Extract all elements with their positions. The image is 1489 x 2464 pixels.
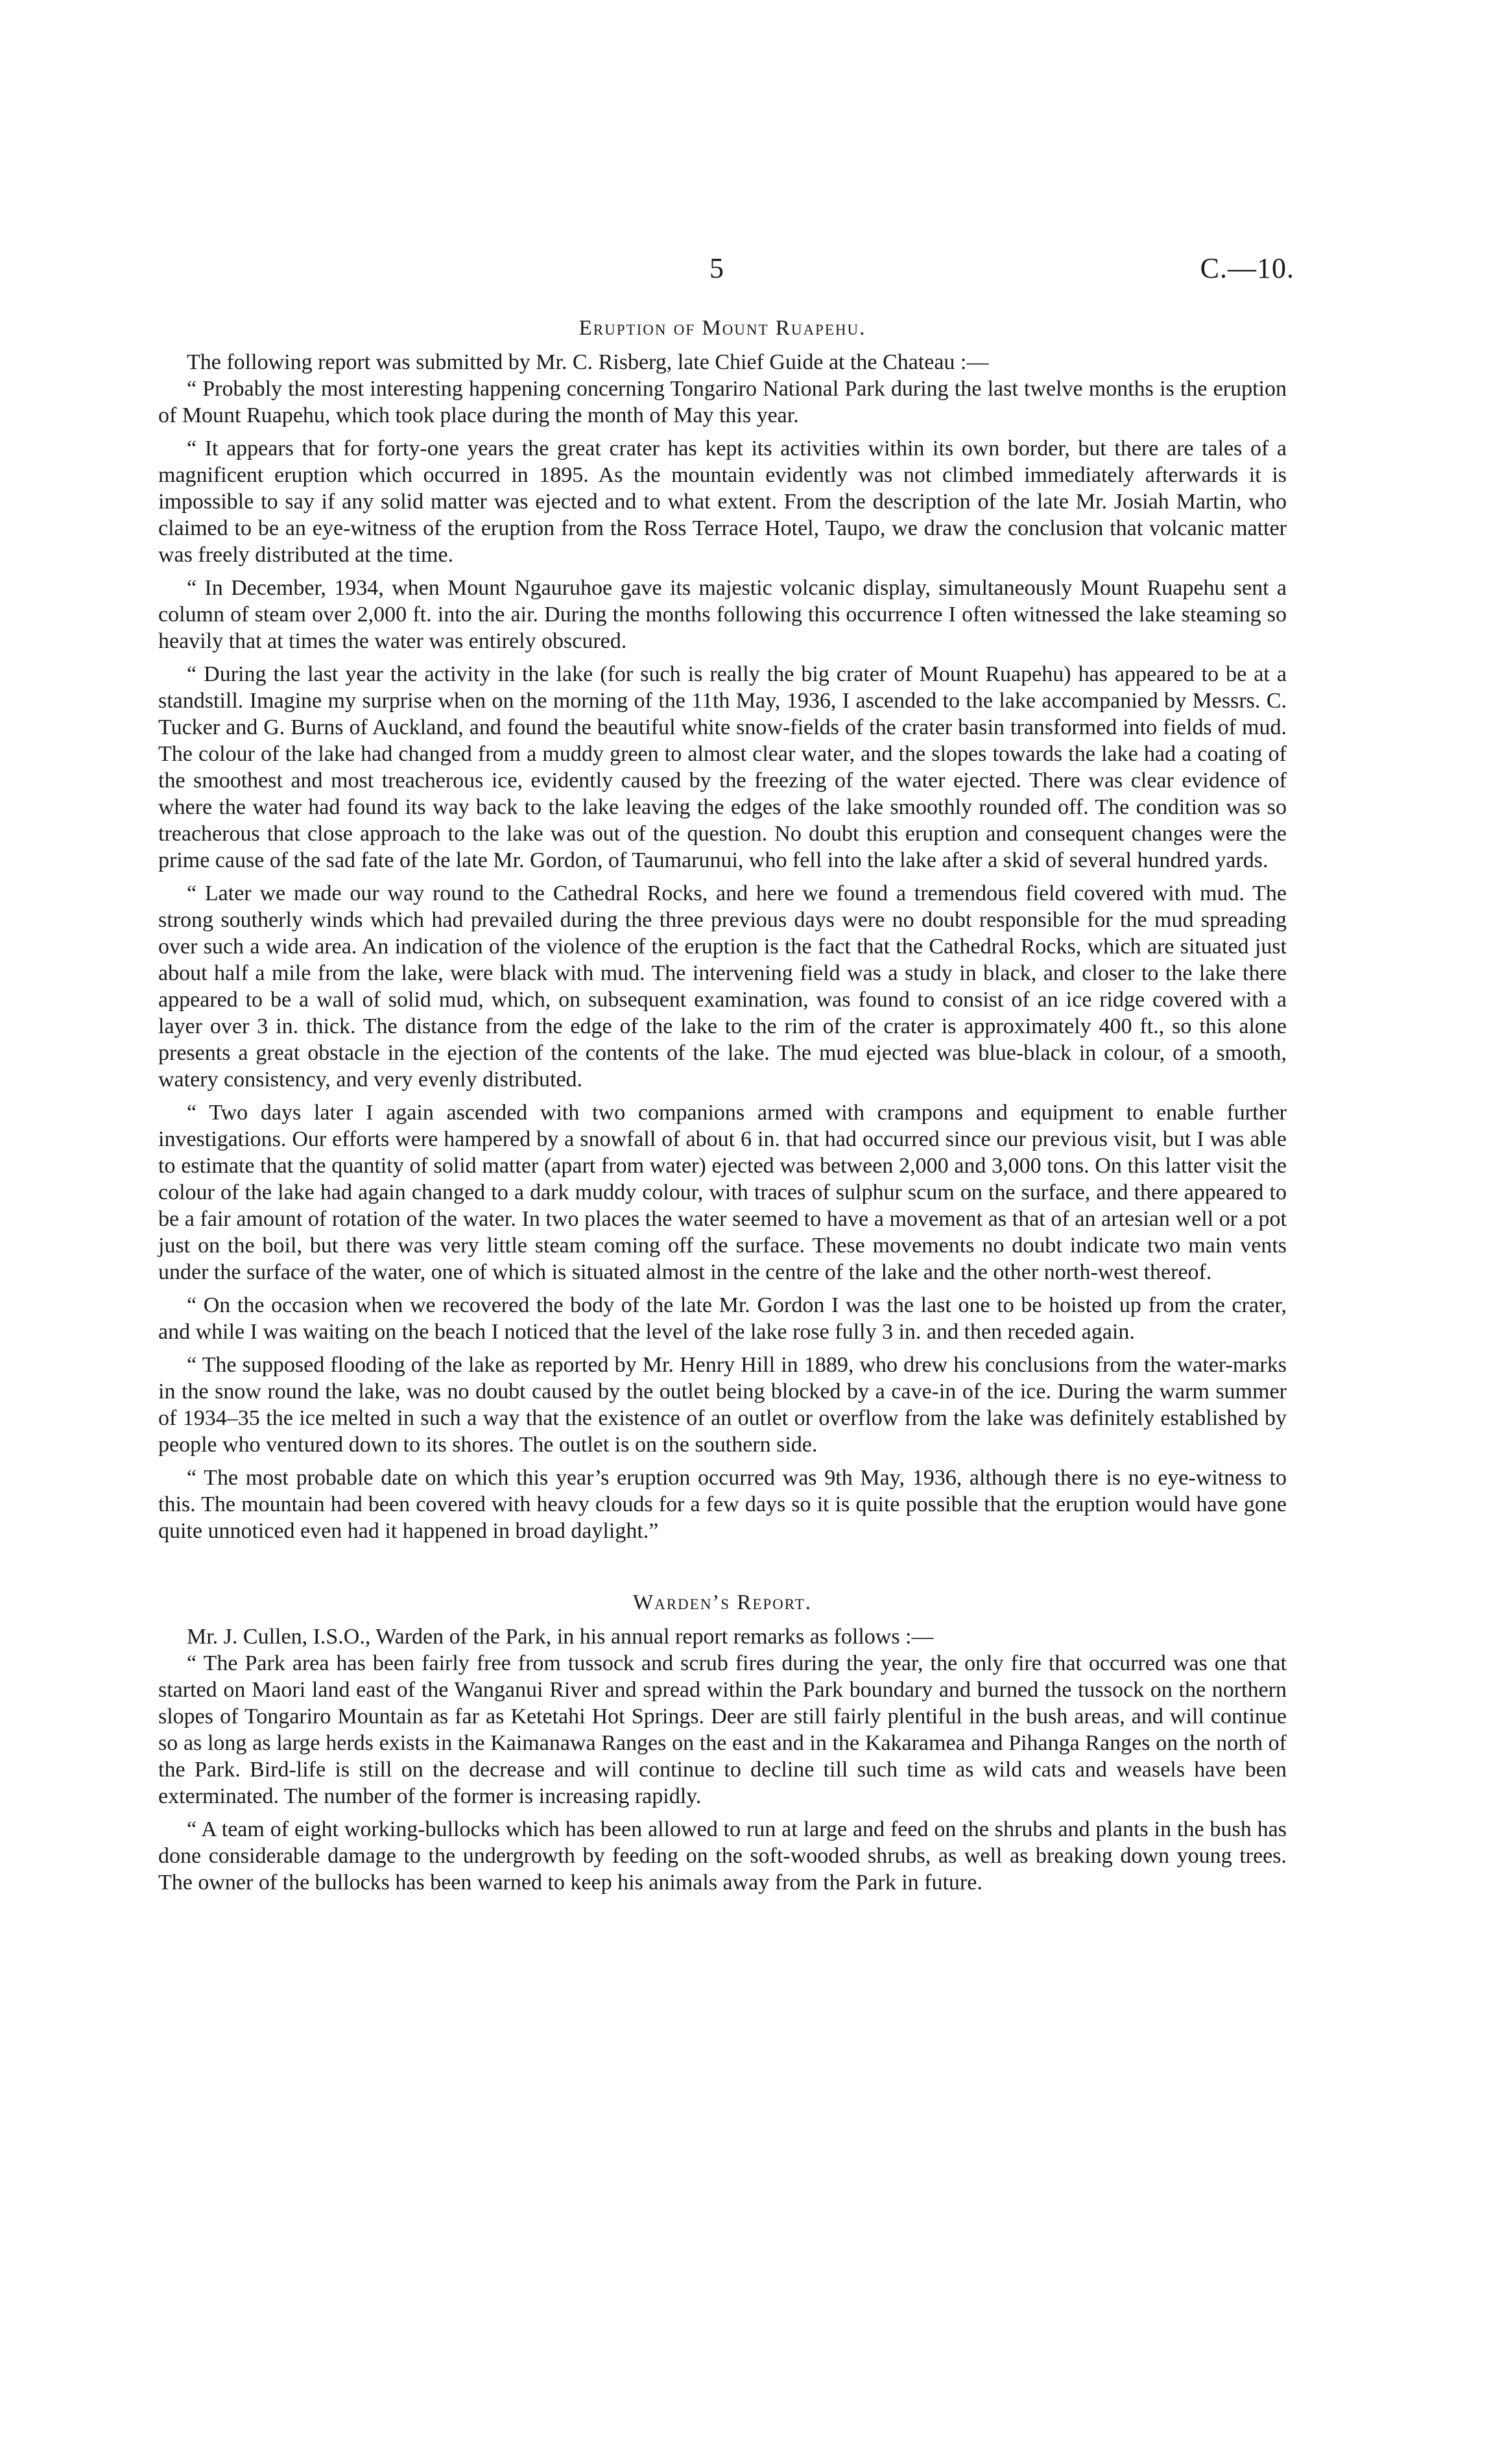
paragraph: “ On the occasion when we recovered the body of the late Mr. Gordon I was the last one to be hoisted up from the crater, and while I was waiting on the beach I noticed that the level of the lake rose fully 3 in. and then receded again. xyxy=(158,1293,1287,1344)
paragraph: “ During the last year the activity in the lake (for such is really the big crater of Mount Ruapehu) has appeared to be at a standstill. Imagine my surprise when on the morning of the 11th May, 1936, I ascended to the lake accompanied by Messrs. C. Tucker and G. Burns of Auckland, and found the beautiful white snow-fields of the crater basin transformed into fields of mud. The colour of the lake had changed from a muddy green to almost clear water, and the slopes towards the lake had a coating of the smoothest and most treacherous ice, evidently caused by the freezing of the water ejected. There was clear evidence of where the water had found its way back to the lake leaving the edges of the lake smoothly rounded off. The condition was so treacherous that close approach to the lake was out of the question. No doubt this eruption and consequent changes were the prime cause of the sad fate of the late Mr. Gordon, of Taumarunui, who fell into the lake after a skid of several hundred yards. xyxy=(158,662,1287,872)
section-eruption xyxy=(158,315,1287,1544)
paragraph: The following report was submitted by Mr. C. Risberg, late Chief Guide at the Chateau :— xyxy=(187,350,989,374)
paragraph: “ Later we made our way round to the Cathedral Rocks, and here we found a tremendous field covered with mud. The strong southerly winds which had prevailed during the three previous days were no doubt responsible for the mud spreading over such a wide area. An indication of the violence of the eruption is the fact that the Cathedral Rocks, which are situated just about half a mile from the lake, were black with mud. The intervening field was a study in black, and closer to the lake there appeared to be a wall of solid mud, which, on subsequent examination, was found to consist of an ice ridge covered with a layer over 3 in. thick. The distance from the edge of the lake to the rim of the crater is approximately 400 ft., so this alone presents a great obstacle in the ejection of the contents of the lake. The mud ejected was blue-black in colour, of a smooth, watery consistency, and very evenly distributed. xyxy=(158,881,1287,1092)
paragraph: “ The most probable date on which this year’s eruption occurred was 9th May, 1936, although there is no eye-witness to this. The mountain had been covered with heavy clouds for a few days so it is quite possible that the eruption would have gone quite unnoticed even had it happened in broad daylight.” xyxy=(158,1466,1287,1543)
paragraph: “ A team of eight working-bullocks which has been allowed to run at large and feed on the shrubs and plants in the bush has done considerable damage to the undergrowth by feeding on the soft-wooded shrubs, as well as breaking down young trees. The owner of the bullocks has been warned to keep his animals away from the Park in future. xyxy=(158,1817,1287,1895)
paragraph: “ The supposed flooding of the lake as reported by Mr. Henry Hill in 1889, who drew his conclusions from the water-marks in the snow round the lake, was no doubt caused by the outlet being blocked by a cave-in of the ice. During the warm summer of 1934–35 the ice melted in such a way that the existence of an outlet or overflow from the lake was definitely established by people who ventured down to its shores. The outlet is on the southern side. xyxy=(158,1353,1287,1457)
section-spacer xyxy=(158,1551,1287,1590)
section-wardens-report xyxy=(158,1590,1287,1896)
section-heading: Warden’s Report. xyxy=(632,1591,813,1614)
paragraph: “ It appears that for forty-one years the great crater has kept its activities within its own border, but there are tales of a magnificent eruption which occurred in 1895. As the mountain evidently was not climbed immediately afterwards it is impossible to say if any solid matter was ejected and to what extent. From the description of the late Mr. Josiah Martin, who claimed to be an eye-witness of the eruption from the Ross Terrace Hotel, Taupo, we draw the conclusion that volcanic matter was freely distributed at the time. xyxy=(158,437,1287,567)
document-code: C.—10. xyxy=(1200,252,1294,284)
section-heading: Eruption of Mount Ruapehu. xyxy=(578,317,866,340)
page-body xyxy=(158,315,1287,1902)
paragraph: “ Two days later I again ascended with two companions armed with crampons and equipment to enable further investigations. Our efforts were hampered by a snowfall of about 6 in. that had occurred since our previous visit, but I was able to estimate that the quantity of solid matter (apart from water) ejected was between 2,000 and 3,000 tons. On this latter visit the colour of the lake had again changed to a dark muddy colour, with traces of sulphur scum on the surface, and there appeared to be a fair amount of rotation of the water. In two places the water seemed to have a movement as that of an artesian well or a pot just on the boil, but there was very little steam coming off the surface. These movements no doubt indicate two main vents under the surface of the water, one of which is situated almost in the centre of the lake and the other north-west thereof. xyxy=(158,1101,1287,1284)
page-number: 5 xyxy=(709,252,724,284)
paragraph: Mr. J. Cullen, I.S.O., Warden of the Park, in his annual report remarks as follows :— xyxy=(187,1625,934,1649)
paragraph: “ Probably the most interesting happening concerning Tongariro National Park during the last twelve months is the eruption of Mount Ruapehu, which took place during the month of May this year. xyxy=(158,377,1287,427)
paragraph: “ In December, 1934, when Mount Ngauruhoe gave its majestic volcanic display, simultaneously Mount Ruapehu sent a column of steam over 2,000 ft. into the air. During the months following this occurrence I often witnessed the lake steaming so heavily that at times the water was entirely obscured. xyxy=(158,576,1287,653)
paragraph: “ The Park area has been fairly free from tussock and scrub fires during the year, the only fire that occurred was one that started on Maori land east of the Wanganui River and spread within the Park boundary and burned the tussock on the northern slopes of Tongariro Mountain as far as Ketetahi Hot Springs. Deer are still fairly plentiful in the bush areas, and will continue so as long as large herds exists in the Kaimanawa Ranges on the east and in the Kakaramea and Pihanga Ranges on the north of the Park. Bird-life is still on the decrease and will continue to decline till such time as wild cats and weasels have been exterminated. The number of the former is increasing rapidly. xyxy=(158,1651,1287,1808)
